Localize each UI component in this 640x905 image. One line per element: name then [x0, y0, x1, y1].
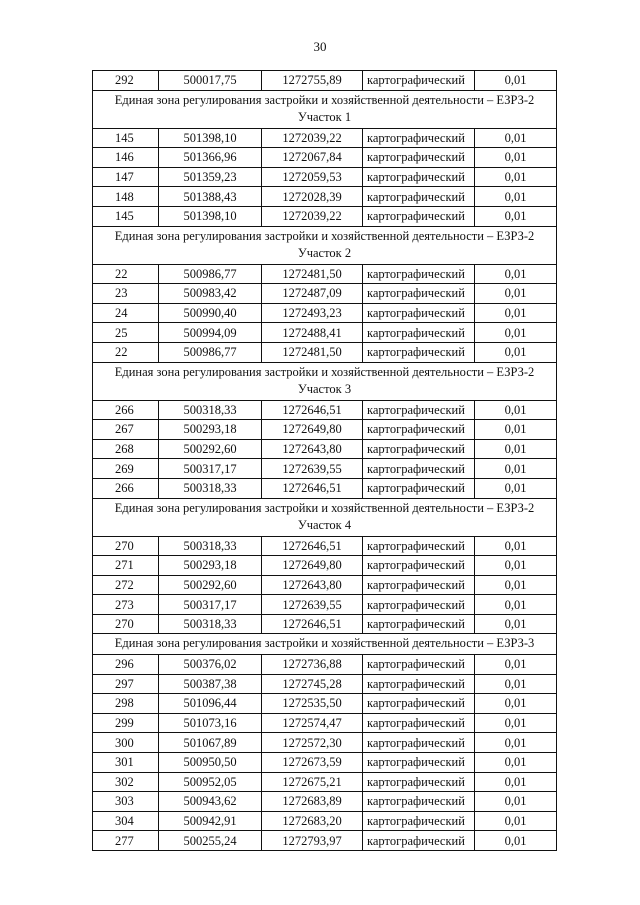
- table-row: [93, 459, 557, 479]
- accuracy-cell: 0,01: [475, 167, 557, 187]
- point-number-cell: 267: [93, 420, 159, 440]
- table-row: [93, 187, 557, 207]
- x-coordinate-cell: 500318,33: [159, 614, 262, 634]
- accuracy-cell: 0,01: [475, 303, 557, 323]
- table-row: [93, 654, 557, 674]
- y-coordinate-cell: 1272649,80: [262, 556, 363, 576]
- method-cell: картографический: [363, 303, 475, 323]
- method-cell: картографический: [363, 752, 475, 772]
- zone-subtitle: Участок 1: [297, 110, 352, 125]
- point-number-cell: 297: [93, 674, 159, 694]
- method-cell: картографический: [363, 694, 475, 714]
- point-number-cell: 22: [93, 264, 159, 284]
- y-coordinate-cell: 1272683,20: [262, 811, 363, 831]
- x-coordinate-cell: 500376,02: [159, 654, 262, 674]
- accuracy-cell: 0,01: [475, 478, 557, 498]
- method-cell: картографический: [363, 831, 475, 851]
- y-coordinate-cell: 1272793,97: [262, 831, 363, 851]
- method-cell: картографический: [363, 478, 475, 498]
- point-number-cell: 25: [93, 323, 159, 343]
- method-cell: картографический: [363, 575, 475, 595]
- zone-header-cell: [93, 226, 557, 264]
- zone-title: Единая зона регулирования застройки и хозяйственной деятельности – ЕЗРЗ-3: [114, 636, 535, 651]
- y-coordinate-cell: 1272643,80: [262, 575, 363, 595]
- method-cell: картографический: [363, 595, 475, 615]
- accuracy-cell: 0,01: [475, 71, 557, 91]
- point-number-cell: 299: [93, 713, 159, 733]
- x-coordinate-cell: 500990,40: [159, 303, 262, 323]
- point-number-cell: 23: [93, 284, 159, 304]
- table-row: [93, 284, 557, 304]
- table-row: [93, 733, 557, 753]
- y-coordinate-cell: 1272639,55: [262, 459, 363, 479]
- zone-subtitle: Участок 3: [297, 382, 352, 397]
- x-coordinate-cell: 500317,17: [159, 459, 262, 479]
- point-number-cell: 147: [93, 167, 159, 187]
- accuracy-cell: 0,01: [475, 439, 557, 459]
- y-coordinate-cell: 1272683,89: [262, 792, 363, 812]
- accuracy-cell: 0,01: [475, 831, 557, 851]
- y-coordinate-cell: 1272673,59: [262, 752, 363, 772]
- y-coordinate-cell: 1272487,09: [262, 284, 363, 304]
- method-cell: картографический: [363, 536, 475, 556]
- y-coordinate-cell: 1272039,22: [262, 128, 363, 148]
- accuracy-cell: 0,01: [475, 614, 557, 634]
- x-coordinate-cell: 500943,62: [159, 792, 262, 812]
- accuracy-cell: 0,01: [475, 323, 557, 343]
- zone-header-row: [93, 634, 557, 655]
- zone-title: Единая зона регулирования застройки и хозяйственной деятельности – ЕЗРЗ-2: [114, 364, 535, 379]
- zone-subtitle: Участок 4: [297, 518, 352, 532]
- y-coordinate-cell: 1272639,55: [262, 595, 363, 615]
- x-coordinate-cell: 500994,09: [159, 323, 262, 343]
- y-coordinate-cell: 1272493,23: [262, 303, 363, 323]
- x-coordinate-cell: 500017,75: [159, 71, 262, 91]
- point-number-cell: 269: [93, 459, 159, 479]
- method-cell: картографический: [363, 264, 475, 284]
- y-coordinate-cell: 1272059,53: [262, 167, 363, 187]
- accuracy-cell: 0,01: [475, 694, 557, 714]
- method-cell: картографический: [363, 792, 475, 812]
- x-coordinate-cell: 500952,05: [159, 772, 262, 792]
- method-cell: картографический: [363, 128, 475, 148]
- method-cell: картографический: [363, 811, 475, 831]
- y-coordinate-cell: 1272481,50: [262, 264, 363, 284]
- y-coordinate-cell: 1272481,50: [262, 342, 363, 362]
- table-row: [93, 400, 557, 420]
- table-row: [93, 556, 557, 576]
- x-coordinate-cell: 500942,91: [159, 811, 262, 831]
- method-cell: картографический: [363, 654, 475, 674]
- method-cell: картографический: [363, 713, 475, 733]
- table-row: [93, 595, 557, 615]
- table-row: [93, 772, 557, 792]
- accuracy-cell: 0,01: [475, 792, 557, 812]
- point-number-cell: 272: [93, 575, 159, 595]
- accuracy-cell: 0,01: [475, 752, 557, 772]
- table-row: [93, 206, 557, 226]
- x-coordinate-cell: 500387,38: [159, 674, 262, 694]
- table-row: [93, 303, 557, 323]
- table-row: [93, 439, 557, 459]
- accuracy-cell: 0,01: [475, 811, 557, 831]
- accuracy-cell: 0,01: [475, 400, 557, 420]
- x-coordinate-cell: 500293,18: [159, 420, 262, 440]
- method-cell: картографический: [363, 284, 475, 304]
- accuracy-cell: 0,01: [475, 654, 557, 674]
- method-cell: картографический: [363, 323, 475, 343]
- x-coordinate-cell: 501073,16: [159, 713, 262, 733]
- point-number-cell: 148: [93, 187, 159, 207]
- method-cell: картографический: [363, 733, 475, 753]
- accuracy-cell: 0,01: [475, 206, 557, 226]
- point-number-cell: 24: [93, 303, 159, 323]
- y-coordinate-cell: 1272643,80: [262, 439, 363, 459]
- accuracy-cell: 0,01: [475, 674, 557, 694]
- table-row: [93, 420, 557, 440]
- point-number-cell: 271: [93, 556, 159, 576]
- point-number-cell: 301: [93, 752, 159, 772]
- point-number-cell: 146: [93, 148, 159, 168]
- x-coordinate-cell: 500292,60: [159, 439, 262, 459]
- zone-header-cell: [93, 634, 557, 655]
- point-number-cell: 273: [93, 595, 159, 615]
- page-number: 30: [313, 39, 327, 54]
- table-row: [93, 811, 557, 831]
- zone-header-row: [93, 226, 557, 264]
- x-coordinate-cell: 500292,60: [159, 575, 262, 595]
- method-cell: картографический: [363, 187, 475, 207]
- x-coordinate-cell: 500986,77: [159, 264, 262, 284]
- y-coordinate-cell: 1272646,51: [262, 614, 363, 634]
- accuracy-cell: 0,01: [475, 536, 557, 556]
- zone-header-cell: [93, 90, 557, 128]
- zone-title: Единая зона регулирования застройки и хозяйственной деятельности – ЕЗРЗ-2: [114, 228, 535, 243]
- point-number-cell: 303: [93, 792, 159, 812]
- point-number-cell: 292: [93, 71, 159, 91]
- table-row: [93, 128, 557, 148]
- accuracy-cell: 0,01: [475, 595, 557, 615]
- table-row: [93, 674, 557, 694]
- x-coordinate-cell: 501366,96: [159, 148, 262, 168]
- point-number-cell: 268: [93, 439, 159, 459]
- accuracy-cell: 0,01: [475, 148, 557, 168]
- method-cell: картографический: [363, 148, 475, 168]
- y-coordinate-cell: 1272572,30: [262, 733, 363, 753]
- y-coordinate-cell: 1272736,88: [262, 654, 363, 674]
- coordinates-table: [92, 70, 557, 851]
- method-cell: картографический: [363, 459, 475, 479]
- accuracy-cell: 0,01: [475, 284, 557, 304]
- point-number-cell: 298: [93, 694, 159, 714]
- y-coordinate-cell: 1272745,28: [262, 674, 363, 694]
- point-number-cell: 266: [93, 478, 159, 498]
- accuracy-cell: 0,01: [475, 733, 557, 753]
- accuracy-cell: 0,01: [475, 459, 557, 479]
- accuracy-cell: 0,01: [475, 713, 557, 733]
- x-coordinate-cell: 501388,43: [159, 187, 262, 207]
- zone-header-row: [93, 362, 557, 400]
- accuracy-cell: 0,01: [475, 575, 557, 595]
- x-coordinate-cell: 501359,23: [159, 167, 262, 187]
- zone-subtitle: Участок 2: [297, 246, 352, 261]
- zone-title: Единая зона регулирования застройки и хозяйственной деятельности – ЕЗРЗ-2: [114, 92, 535, 107]
- accuracy-cell: 0,01: [475, 128, 557, 148]
- zone-header-row: [93, 90, 557, 128]
- method-cell: картографический: [363, 400, 475, 420]
- method-cell: картографический: [363, 167, 475, 187]
- accuracy-cell: 0,01: [475, 264, 557, 284]
- point-number-cell: 300: [93, 733, 159, 753]
- x-coordinate-cell: 500318,33: [159, 536, 262, 556]
- table-row: [93, 575, 557, 595]
- point-number-cell: 22: [93, 342, 159, 362]
- x-coordinate-cell: 501398,10: [159, 128, 262, 148]
- table-row: [93, 831, 557, 851]
- accuracy-cell: 0,01: [475, 342, 557, 362]
- method-cell: картографический: [363, 439, 475, 459]
- table-row: [93, 614, 557, 634]
- y-coordinate-cell: 1272675,21: [262, 772, 363, 792]
- zone-header-cell: [93, 362, 557, 400]
- coordinates-table-body: [93, 71, 557, 851]
- point-number-cell: 296: [93, 654, 159, 674]
- x-coordinate-cell: 500983,42: [159, 284, 262, 304]
- accuracy-cell: 0,01: [475, 772, 557, 792]
- x-coordinate-cell: 501096,44: [159, 694, 262, 714]
- point-number-cell: 266: [93, 400, 159, 420]
- x-coordinate-cell: 501398,10: [159, 206, 262, 226]
- point-number-cell: 302: [93, 772, 159, 792]
- table-row: [93, 323, 557, 343]
- point-number-cell: 304: [93, 811, 159, 831]
- table-row: [93, 71, 557, 91]
- x-coordinate-cell: 500986,77: [159, 342, 262, 362]
- point-number-cell: 270: [93, 614, 159, 634]
- y-coordinate-cell: 1272755,89: [262, 71, 363, 91]
- y-coordinate-cell: 1272488,41: [262, 323, 363, 343]
- x-coordinate-cell: 500318,33: [159, 400, 262, 420]
- method-cell: картографический: [363, 420, 475, 440]
- x-coordinate-cell: 500950,50: [159, 752, 262, 772]
- accuracy-cell: 0,01: [475, 556, 557, 576]
- y-coordinate-cell: 1272646,51: [262, 478, 363, 498]
- y-coordinate-cell: 1272067,84: [262, 148, 363, 168]
- y-coordinate-cell: 1272028,39: [262, 187, 363, 207]
- method-cell: картографический: [363, 614, 475, 634]
- table-row: [93, 264, 557, 284]
- x-coordinate-cell: 500293,18: [159, 556, 262, 576]
- point-number-cell: 277: [93, 831, 159, 851]
- point-number-cell: 270: [93, 536, 159, 556]
- table-row: [93, 536, 557, 556]
- table-row: [93, 792, 557, 812]
- y-coordinate-cell: 1272535,50: [262, 694, 363, 714]
- table-row: [93, 694, 557, 714]
- table-row: [93, 752, 557, 772]
- table-row: [93, 167, 557, 187]
- x-coordinate-cell: 501067,89: [159, 733, 262, 753]
- y-coordinate-cell: 1272646,51: [262, 536, 363, 556]
- y-coordinate-cell: 1272039,22: [262, 206, 363, 226]
- zone-title: Единая зона регулирования застройки и хозяйственной деятельности – ЕЗРЗ-2: [114, 500, 535, 515]
- accuracy-cell: 0,01: [475, 420, 557, 440]
- x-coordinate-cell: 500317,17: [159, 595, 262, 615]
- method-cell: картографический: [363, 342, 475, 362]
- y-coordinate-cell: 1272649,80: [262, 420, 363, 440]
- method-cell: картографический: [363, 674, 475, 694]
- table-row: [93, 342, 557, 362]
- point-number-cell: 145: [93, 128, 159, 148]
- zone-header-cell: [93, 498, 557, 536]
- zone-header-row: [93, 498, 557, 536]
- point-number-cell: 145: [93, 206, 159, 226]
- table-row: [93, 713, 557, 733]
- x-coordinate-cell: 500318,33: [159, 478, 262, 498]
- method-cell: картографический: [363, 556, 475, 576]
- y-coordinate-cell: 1272574,47: [262, 713, 363, 733]
- table-row: [93, 478, 557, 498]
- method-cell: картографический: [363, 772, 475, 792]
- table-row: [93, 148, 557, 168]
- method-cell: картографический: [363, 71, 475, 91]
- x-coordinate-cell: 500255,24: [159, 831, 262, 851]
- method-cell: картографический: [363, 206, 475, 226]
- accuracy-cell: 0,01: [475, 187, 557, 207]
- y-coordinate-cell: 1272646,51: [262, 400, 363, 420]
